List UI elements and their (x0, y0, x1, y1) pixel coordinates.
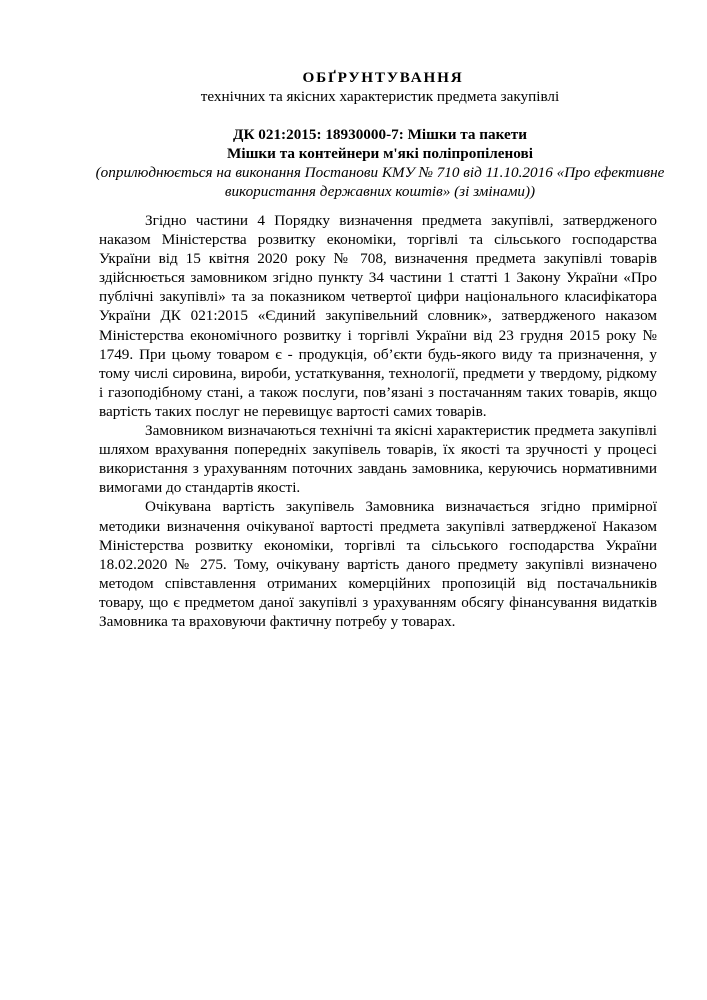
procurement-code-block (90, 125, 670, 163)
body-paragraph: Згідно частини 4 Порядку визначення предмета закупівлі, затвердженого наказом Міністерства розвитку економіки, торгівлі та сільського господарства України від 15 квітня 2020 року № 708, визначення предмета закупівлі товарів здійснюється замовником згідно пункту 34 частини 1 статті 1 Закону України «Про публічні закупівлі» та за показником четвертої цифри національного класифікатора України ДК 021:2015 «Єдиний закупівельний словник», затвердженого наказом Міністерства економічного розвитку і торгівлі України від 23 грудня 2015 року № 1749. При цьому товаром є - продукція, об’єкти будь-якого виду та призначення, у тому числі сировина, вироби, устаткування, технології, предмети у твердому, рідкому і газоподібному стані, а також послуги, пов’язані з постачанням таких товарів, якщо вартість таких послуг не перевищує вартості самих товарів. (99, 212, 657, 420)
procurement-item-line: Мішки та контейнери м'які поліпропіленові (227, 145, 533, 162)
document-title: ОБҐРУНТУВАННЯ (302, 69, 464, 86)
body-paragraph: Замовником визначаються технічні та якісні характеристик предмета закупівлі шляхом врахування попередніх закупівель товарів, їх якості та зручності у процесі використання з урахуванням поточних завдань замовника, керуючись нормативними вимогами до стандартів якості. (99, 422, 657, 497)
document-body (99, 211, 657, 631)
document-header (90, 68, 670, 201)
procurement-code-line: ДК 021:2015: 18930000-7: Мішки та пакети (233, 126, 527, 143)
document-subtitle: технічних та якісних характеристик предмета закупівлі (200, 88, 560, 105)
body-paragraph: Очікувана вартість закупівель Замовника визначається згідно примірної методики визначення очікуваної вартості предмета закупівлі затвердженої Наказом Міністерства розвитку економіки, торгівлі та сільського господарства України 18.02.2020 № 275. Тому, очікувану вартість даного предмету закупівлі визначено методом співставлення отриманих комерційних пропозицій від постачальників товару, що є предметом даної закупівлі з урахуванням обсягу фінансування видатків Замовника та враховуючи фактичну потребу у товарах. (99, 498, 657, 630)
publication-note: (оприлюднюється на виконання Постанови КМУ № 710 від 11.10.2016 «Про ефективне використання державних коштів» (зі змінами)) (95, 164, 665, 200)
